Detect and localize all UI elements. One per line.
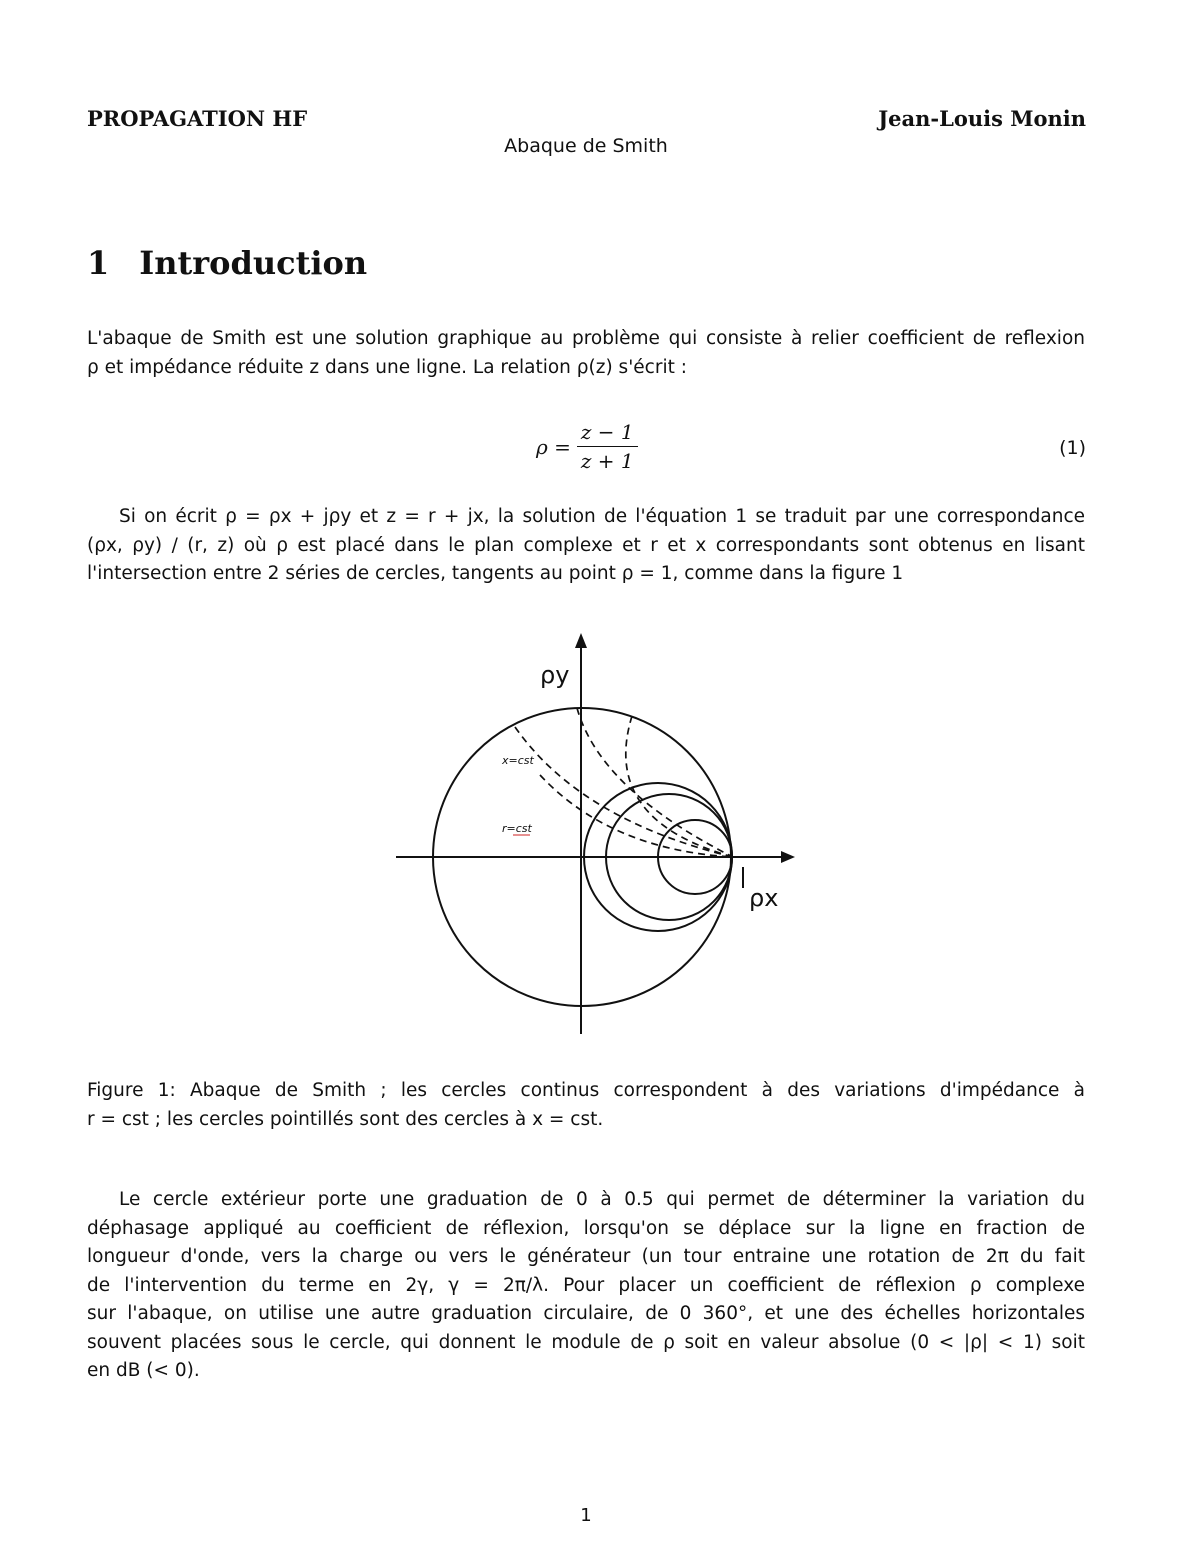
- x-cst-label: x=cst: [502, 754, 534, 767]
- para3-line-6: souvent placées sous le cercle, qui donnent le module de ρ soit en valeur absolue (0 < |ρ| < 1) soit: [87, 1331, 1085, 1353]
- equation-lhs: ρ =: [536, 434, 571, 459]
- page-subtitle: Abaque de Smith: [504, 135, 668, 157]
- x-axis-arrow-icon: [781, 851, 795, 863]
- section-heading: [87, 244, 367, 282]
- page-number: 1: [580, 1505, 592, 1526]
- para3-line-5: sur l'abaque, on utilise une autre graduation circulaire, de 0 360°, et une des échelles horizontales: [87, 1303, 1085, 1324]
- section-title: Introduction: [139, 244, 368, 282]
- y-axis-arrow-icon: [575, 633, 587, 648]
- para2-line-2: (ρx, ρy) / (r, z) où ρ est placé dans le plan complexe et r et x correspondants sont obtenus en lisant: [87, 534, 1085, 556]
- section-number: 1: [87, 244, 110, 282]
- equation-1: [536, 420, 638, 473]
- smith-chart-figure: [390, 630, 800, 1040]
- caption-line-1: Figure 1: Abaque de Smith ; les cercles continus correspondent à des variations d'impédance à: [87, 1080, 1085, 1101]
- equation-denominator: z + 1: [580, 449, 634, 473]
- axis-y-label: ρy: [540, 661, 570, 689]
- equation-fraction: [577, 420, 638, 473]
- para2-line-3: l'intersection entre 2 séries de cercles, tangents au point ρ = 1, comme dans la figure 1: [87, 563, 904, 584]
- para3-line-7: en dB (< 0).: [87, 1360, 200, 1381]
- intro-paragraph: [87, 325, 1085, 382]
- intro-line-2: ρ et impédance réduite z dans une ligne. La relation ρ(z) s'écrit :: [87, 356, 687, 378]
- x-arc-3: [540, 775, 733, 857]
- header-right: Jean-Louis Monin: [878, 106, 1086, 131]
- header-left: PROPAGATION HF: [87, 106, 308, 131]
- axis-x-label: ρx: [749, 884, 779, 912]
- r-cst-label: r=cst: [502, 822, 532, 835]
- para3-line-4: de l'intervention du terme en 2γ, γ = 2π/λ. Pour placer un coefficient de réflexion ρ complexe: [87, 1274, 1085, 1296]
- para3-line-2: déphasage appliqué au coefficient de réflexion, lorsqu'on se déplace sur la ligne en fraction de: [87, 1217, 1085, 1239]
- equation-number: (1): [1059, 437, 1086, 459]
- paragraph-2: [87, 503, 1085, 589]
- caption-line-2: r = cst ; les cercles pointillés sont des cercles à x = cst.: [87, 1108, 604, 1130]
- intro-line-1: L'abaque de Smith est une solution graphique au problème qui consiste à relier coefficient de reflexion: [87, 328, 1085, 349]
- para2-line-1: Si on écrit ρ = ρx + jρy et z = r + jx, la solution de l'équation 1 se traduit par une correspondance: [119, 506, 1085, 527]
- para3-line-3: longueur d'onde, vers la charge ou vers le générateur (un tour entraine une rotation de 2π du fait: [87, 1246, 1085, 1267]
- figure-caption: [87, 1077, 1085, 1134]
- para3-line-1: Le cercle extérieur porte une graduation de 0 à 0.5 qui permet de déterminer la variation du: [119, 1189, 1085, 1210]
- paragraph-3: [87, 1186, 1085, 1386]
- equation-numerator: z − 1: [577, 420, 638, 447]
